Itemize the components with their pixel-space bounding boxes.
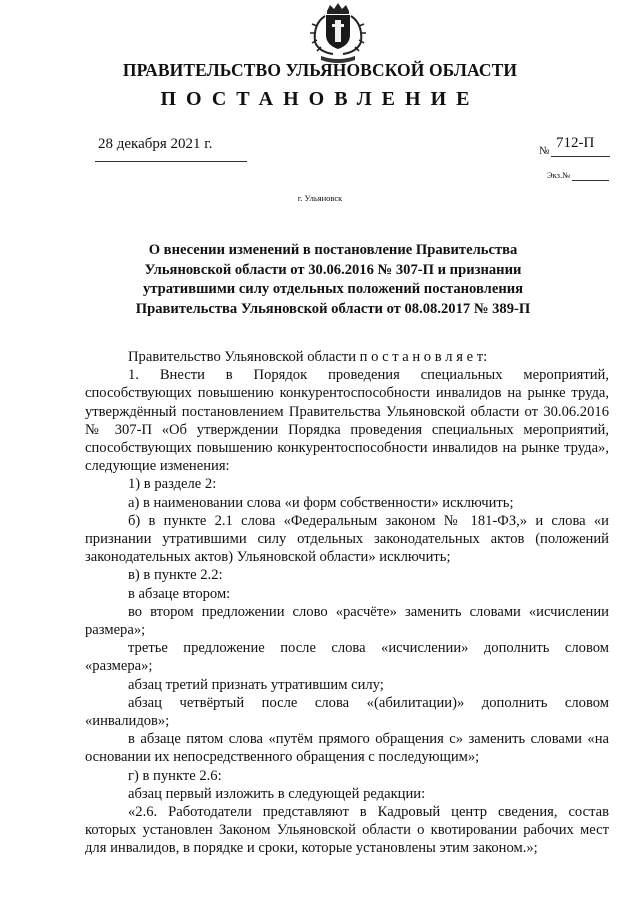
document-subject xyxy=(120,241,546,319)
paragraph: во втором предложении слово «расчёте» заменить словами «исчислении размера»; xyxy=(85,603,609,639)
paragraph: абзац четвёртый после слова «(абилитации)» дополнить словом «инвалидов»; xyxy=(85,694,609,730)
document-number: 712-П xyxy=(556,135,595,151)
document-kind: ПОСТАНОВЛЕНИЕ xyxy=(160,88,480,110)
paragraph: «2.6. Работодатели представляют в Кадровый центр сведения, состав которых установлен Законом Ульяновской области о квотировании рабочих мест для инвалидов, в порядке и сроки, которые установлены этим законом.»; xyxy=(85,804,609,857)
number-underline xyxy=(551,156,610,157)
paragraph: третье предложение после слова «исчислении» дополнить словом «размера»; xyxy=(85,640,609,675)
subject-line: О внесении изменений в постановление Правительства xyxy=(148,242,518,258)
date-underline xyxy=(95,161,247,162)
paragraph: в) в пункте 2.2: xyxy=(128,567,223,584)
copy-number-label: Экз.№ xyxy=(547,170,571,180)
subject-line: утратившими силу отдельных положений постановления xyxy=(142,281,524,297)
copy-number-underline xyxy=(572,180,609,181)
coat-of-arms-icon xyxy=(299,2,377,66)
subject-line: Ульяновской области от 30.06.2016 № 307-П и признании xyxy=(144,261,522,278)
paragraph: б) в пункте 2.1 слова «Федеральным законом № 181-ФЗ,» и слова «и признании утратившими силу отдельных законодательных актов (положений законодательных актов) Ульяновской области» исключить; xyxy=(85,512,609,566)
document-date: 28 декабря 2021 г. xyxy=(98,136,213,152)
paragraph: в абзаце втором: xyxy=(128,585,231,602)
paragraph: 1. Внести в Порядок проведения специальных мероприятий, способствующих повышению конкурентоспособности инвалидов на рынке труда, утверждённый постановлением Правительства Ульяновской области от 30.06.2016 № 307-П «Об утверждении Порядка проведения специальных мероприятий, способствующих повышению конкурентоспособности инвалидов на рынке труда», следующие изменения: xyxy=(85,367,609,475)
subject-line: Правительства Ульяновской области от 08.08.2017 № 389-П xyxy=(135,300,531,317)
number-sign: № xyxy=(539,145,550,157)
document-body xyxy=(85,348,609,858)
paragraph: абзац третий признать утратившим силу; xyxy=(128,676,384,693)
paragraph-preamble: Правительство Ульяновской области п о с т а н о в л я е т: xyxy=(128,349,488,365)
paragraph: в абзаце пятом слова «путём прямого обращения с» заменить словами «на основании их непосредственного обращения с последующим»; xyxy=(85,731,609,766)
government-title: ПРАВИТЕЛЬСТВО УЛЬЯНОВСКОЙ ОБЛАСТИ xyxy=(122,60,518,80)
paragraph: г) в пункте 2.6: xyxy=(128,767,222,784)
paragraph: 1) в разделе 2: xyxy=(128,476,217,493)
city: г. Ульяновск xyxy=(297,193,343,203)
paragraph: абзац первый изложить в следующей редакции: xyxy=(128,785,426,802)
paragraph: а) в наименовании слова «и форм собственности» исключить; xyxy=(128,494,514,511)
